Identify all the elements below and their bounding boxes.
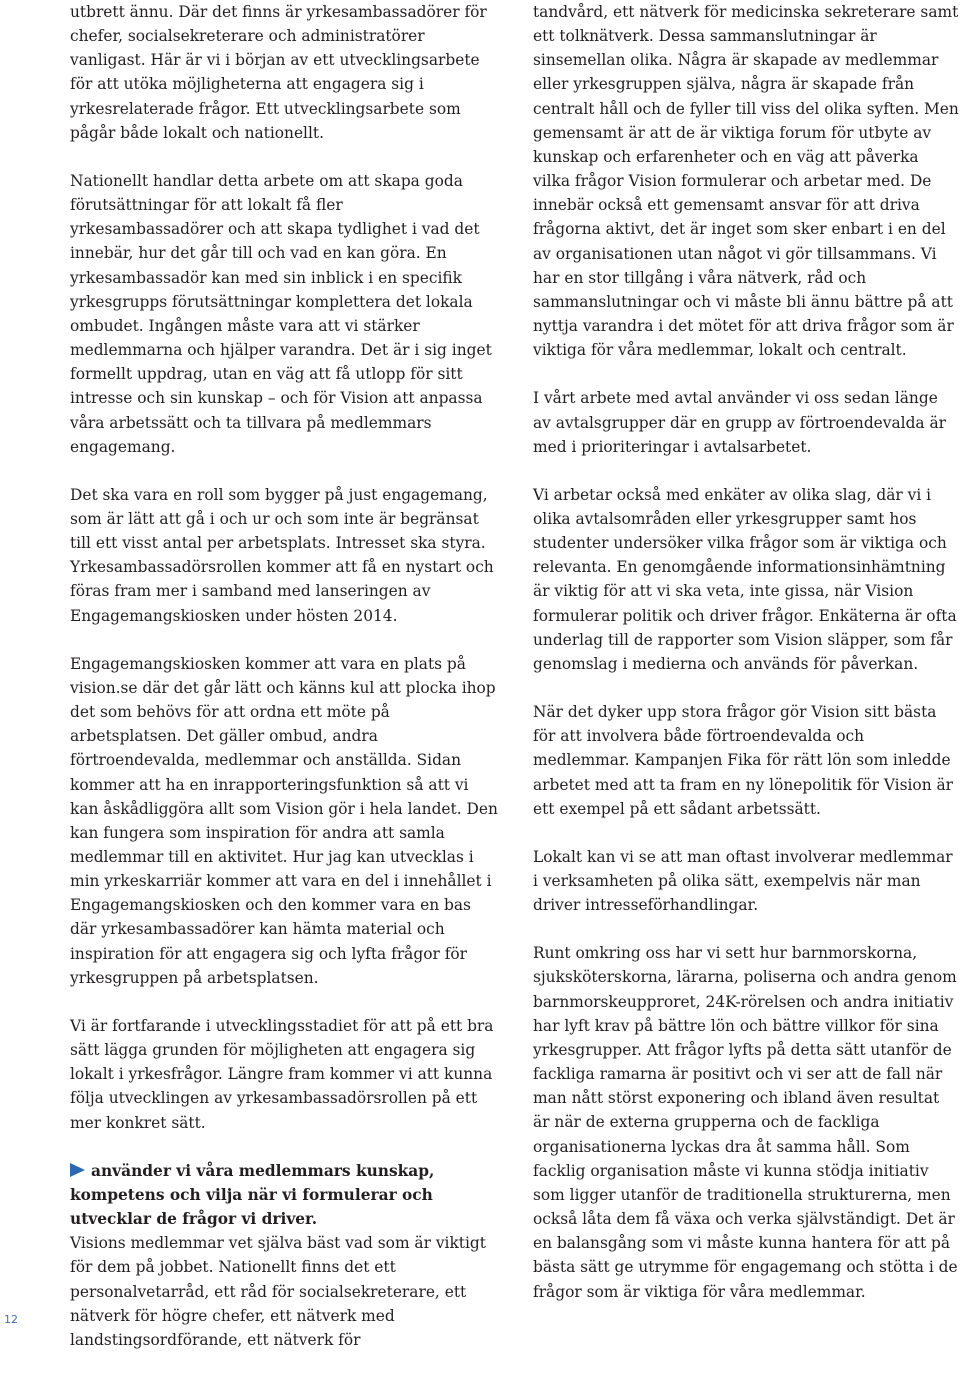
paragraph: Vi arbetar också med enkäter av olika slag, där vi i olika avtalsområden eller yrkesgrupper samt hos studenter undersöker vilka frågor som är viktiga och relevanta. En genomgående informationsinhämtning är viktig för att vi ska veta, inte gissa, när Vision formulerar politik och driver frågor. Enkäterna är ofta underlag till de rapporter som Vision släpper, som får genomslag i medierna och används för påverkan. xyxy=(533,485,957,673)
paragraph: tandvård, ett nätverk för medicinska sekreterare samt ett tolknätverk. Dessa sammanslutningar är sinsemellan olika. Några är skapade av medlemmar eller yrkesgruppen själva, några är skapade från centralt håll och de fyller till viss del olika syften. Men gemensamt är att de är viktiga forum för utbyte av kunskap och erfarenheter och en väg att påverka vilka frågor Vision formulerar och arbetar med. De innebär också ett gemensamt ansvar för att driva frågorna aktivt, det är inget som sker enbart i en del av organisationen utan något vi gör tillsammans. Vi har en stor tillgång i våra nätverk, råd och sammanslutningar och vi måste bli ännu bättre på att nyttja varandra i det mötet för att driva frågor som är viktiga för våra medlemmar, lokalt och centralt. xyxy=(533,3,959,360)
paragraph: Nationellt handlar detta arbete om att skapa goda förutsättningar för att lokalt få fler yrkesambassadörer och att skapa tydlighet i vad det innebär, hur det går till och vad en kan göra. En yrkesambassadör kan med sin inblick i en specifik yrkesgrupps förutsättningar komplettera det lokala ombudet. Ingången måste vara att vi stärker medlemmarna och hjälper varandra. Det är i sig inget formellt uppdrag, utan en väg att få utlopp för sitt intresse och sin kunskap – och för Vision att anpassa våra arbetssätt och ta tillvara på medlemmars engagemang. xyxy=(70,171,492,456)
paragraph: utbrett ännu. Där det finns är yrkesambassadörer för chefer, socialsekreterare och administratörer vanligast. Här är vi i början av ett utvecklingsarbete för att utöka möjligheterna att engagera sig i yrkesrelaterade frågor. Ett utvecklingsarbete som pågår både lokalt och nationellt. xyxy=(70,3,487,142)
paragraph: Engagemangskiosken kommer att vara en plats på vision.se där det går lätt och känns kul att plocka ihop det som behövs för att ordna ett möte på arbetsplatsen. Det gäller ombud, andra förtroendevalda, medlemmar och anställda. Sidan kommer att ha en inrapporteringsfunktion så att vi kan åskådliggöra allt som Vision gör i hela landet. Den kan fungera som inspiration för andra att samla medlemmar till en aktivitet. Hur jag kan utvecklas i min yrkeskarriär kommer att vara en del i innehållet i Engagemangskiosken och den kommer vara en bas där yrkesambassadörer kan hämta material och inspiration för att engagera sig och lyfta frågor för yrkesgruppen på arbetsplatsen. xyxy=(70,654,498,987)
paragraph: Det ska vara en roll som bygger på just engagemang, som är lätt att gå i och ur och som inte är begränsat till ett visst antal per arbetsplats. Intresset ska styra. Yrkesambassadörsrollen kommer att få en nystart och föras fram mer i samband med lanseringen av Engagemangskiosken under hösten 2014. xyxy=(70,485,494,625)
left-column xyxy=(70,0,500,1376)
paragraph: I vårt arbete med avtal använder vi oss sedan länge av avtalsgrupper där en grupp av förtroendevalda är med i prioriteringar i avtalsarbetet. xyxy=(533,389,947,456)
paragraph: När det dyker upp stora frågor gör Vision sitt bästa för att involvera både förtroendevalda och medlemmar. Kampanjen Fika för rätt lön som inledde arbetet med att ta fram en ny lönepolitik för Vision är ett exempel på ett sådant arbetssätt. xyxy=(533,703,954,818)
section-heading xyxy=(70,1159,500,1231)
page-number: 12 xyxy=(4,1313,18,1326)
paragraph: Runt omkring oss har vi sett hur barnmorskorna, sjuksköterskorna, lärarna, poliserna och andra genom barnmorskeupproret, 24K-rörelsen och andra initiativ har lyft krav på bättre lön och bättre villkor för sina yrkesgrupper. Att frågor lyfts på detta sätt utanför de fackliga ramarna är positivt och vi ser att de fall när man nått störst exponering och ibland även resultat är när de externa grupperna och de fackliga organisationerna lyckas dra åt samma håll. Som facklig organisation måste vi kunna stödja initiativ som ligger utanför de traditionella strukturerna, men också låta dem få växa och verka självständigt. Det är en balansgång som vi måste kunna hantera för att på bästa sätt ge utrymme för engagemang och stötta i de frågor som är viktiga för våra medlemmar. xyxy=(533,944,958,1301)
section-heading-text: använder vi våra medlemmars kunskap, kompetens och vilja när vi formulerar och utvecklar de frågor vi driver. xyxy=(70,1161,435,1229)
paragraph: Visions medlemmar vet själva bäst vad som är viktigt för dem på jobbet. Nationellt finns det ett personalvetarråd, ett råd för socialsekreterare, ett nätverk för högre chefer, ett nätverk med landstingsordförande, ett nätverk för xyxy=(70,1234,486,1349)
arrow-right-icon xyxy=(70,1163,85,1177)
paragraph: Vi är fortfarande i utvecklingsstadiet för att på ett bra sätt lägga grunden för möjligheten att engagera sig lokalt i yrkesfrågor. Längre fram kommer vi att kunna följa utvecklingen av yrkesambassadörsrollen på ett mer konkret sätt. xyxy=(70,1016,494,1132)
paragraph: Lokalt kan vi se att man oftast involverar medlemmar i verksamheten på olika sätt, exempelvis när man driver intresseförhandlingar. xyxy=(533,847,953,915)
right-column xyxy=(533,0,960,1328)
